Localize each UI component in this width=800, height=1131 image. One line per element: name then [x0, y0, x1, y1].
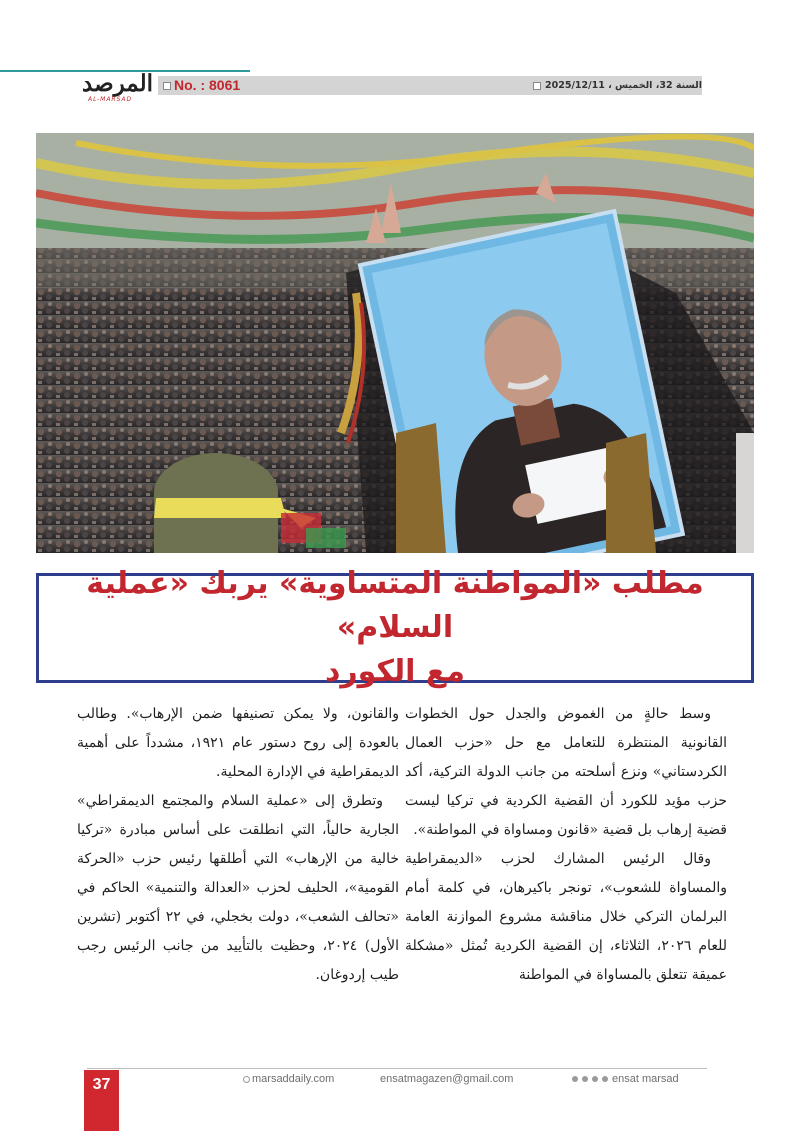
issue-number: [163, 77, 240, 94]
globe-icon: [243, 1076, 250, 1083]
footer-social[interactable]: [572, 1072, 679, 1086]
article-column-left: [77, 700, 399, 990]
dateline: [533, 79, 702, 92]
youtube-icon[interactable]: [602, 1076, 608, 1082]
footer-rule: [87, 1068, 707, 1069]
twitter-icon[interactable]: [582, 1076, 588, 1082]
headline-line-1: مطلب «المواطنة المتساوية» يربك «عملية السلام»: [86, 566, 704, 645]
issue-number-text: No. : 8061: [174, 77, 241, 93]
footer-website[interactable]: [243, 1072, 334, 1086]
website-text: marsaddaily.com: [252, 1073, 335, 1085]
headline-box: [36, 566, 754, 689]
photo-illustration: [36, 133, 754, 553]
publication-logo[interactable]: [82, 70, 160, 104]
paragraph: وتطرق إلى «عملية السلام والمجتمع الديمقراطي» الجارية حالياً، التي انطلقت على أساس مبادرة «تركيا خالية من الإرهاب» التي أطلقها رئيس حزب «الحركة القومية»، الحليف لحزب «العدالة والتنمية» الحاكم في «تحالف الشعب»، دولت بخجلي، في ٢٢ أكتوبر (تشرين الأول) ٢٠٢٤، وحظيت بالتأييد من جانب الرئيس رجب طيب إردوغان.: [77, 793, 399, 983]
headline-line-2: مع الكورد: [325, 654, 465, 689]
instagram-icon[interactable]: [592, 1076, 598, 1082]
social-handle: ensat marsad: [612, 1073, 679, 1085]
dateline-text: السنة 32، الخميس ، 2025/12/11: [545, 80, 702, 91]
article-column-right: [405, 700, 727, 990]
logo-text: المرصد: [82, 70, 153, 97]
bullet-square-icon: [163, 82, 171, 90]
page-number: 37: [84, 1070, 119, 1131]
paragraph: وقال الرئيس المشارك لحزب «الديمقراطية والمساواة للشعوب»، تونجر باكيرهان، في كلمة أمام البرلمان التركي خلال مناقشة مشروع الموازنة العامة للعام ٢٠٢٦، الثلاثاء، إن القضية الكردية تُمثل «مشكلة عميقة تتعلق بالمساواة في المواطنة: [405, 851, 727, 983]
paragraph: وسط حالةٍ من الغموض والجدل حول الخطوات القانونية المنتظرة للتعامل مع حل «حزب العمال الكردستاني» ونزع أسلحته من جانب الدولة التركية، أكد حزب مؤيد للكورد أن القضية الكردية في تركيا ليست قضية إرهاب بل قضية «قانون ومساواة في المواطنة».: [405, 706, 727, 838]
footer-email[interactable]: ensatmagazen@gmail.com: [380, 1073, 514, 1085]
logo-subtitle: AL-MARSAD: [88, 96, 133, 103]
paragraph: والقانون، ولا يمكن تصنيفها ضمن الإرهاب». وطالب بالعودة إلى روح دستور عام ١٩٢١، مشدداً على أهمية الديمقراطية في الإدارة المحلية.: [77, 706, 399, 780]
bullet-square-icon: [533, 82, 541, 90]
facebook-icon[interactable]: [572, 1076, 578, 1082]
article-photo: [36, 133, 754, 553]
